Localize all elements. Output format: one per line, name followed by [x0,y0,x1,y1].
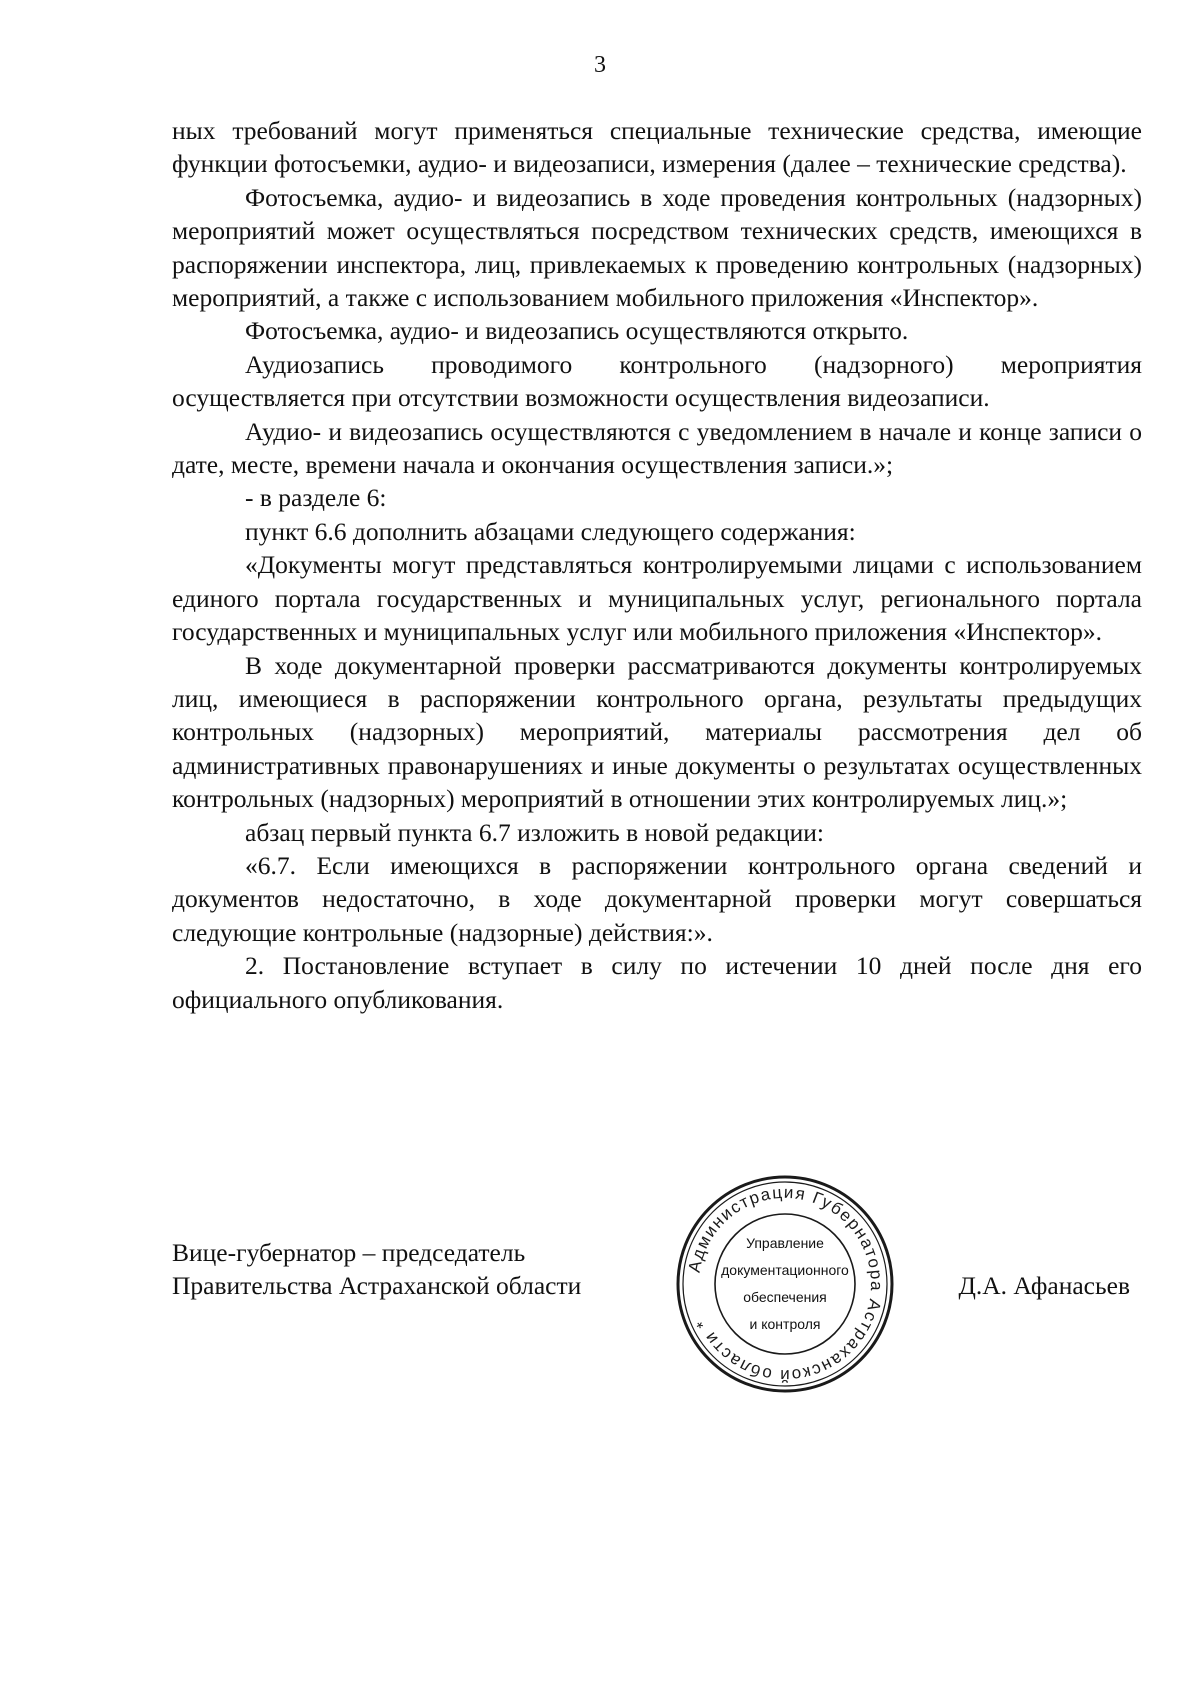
signature-block [172,1182,1152,1478]
seal-center-line-1: Управление [746,1235,824,1251]
signer-name: Д.А. Афанасьев [958,1271,1130,1300]
body-paragraph: В ходе документарной проверки рассматриваются документы контролируемых лиц, имеющиеся в распоряжении контрольного органа, результаты предыдущих контрольных (надзорных) мероприятий, материалы рассмотрения дел об административных правонарушениях и иные документы о результатах осуществленных контрольных (надзорных) мероприятий в отношении этих контролируемых лиц.»; [172,650,1142,814]
body-paragraph: Аудио- и видеозапись осуществляются с уведомлением в начале и конце записи о дате, месте, времени начала и окончания осуществления записи.»; [172,416,1142,480]
signer-title [172,1236,581,1303]
body-paragraph: Фотосъемка, аудио- и видеозапись осуществляются открыто. [245,316,909,346]
signer-title-line-1: Вице-губернатор – председатель [172,1238,526,1267]
body-paragraph: абзац первый пункта 6.7 изложить в новой редакции: [245,817,824,847]
seal-center-line-4: и контроля [749,1316,821,1332]
seal-center-text [675,1174,895,1394]
body-paragraph: пункт 6.6 дополнить абзацами следующего содержания: [245,516,856,546]
page-number: 3 [594,52,606,78]
body-paragraph: ных требований могут применяться специальные технические средства, имеющие функции фотосъемки, аудио- и видеозаписи, измерения (далее – технические средства). [172,116,1142,179]
seal-ring-text: Администрация Губернатора Астраханской области * [684,1182,887,1386]
body-paragraph: «6.7. Если имеющихся в распоряжении контрольного органа сведений и документов недостаточно, в ходе документарной проверки могут совершаться следующие контрольные (надзорные) действия:». [172,850,1142,947]
body-paragraph: - в разделе 6: [245,483,387,513]
body-paragraph: Аудиозапись проводимого контрольного (надзорного) мероприятия осуществляется при отсутствии возможности осуществления видеозаписи. [172,349,1142,413]
body-paragraph: Фотосъемка, аудио- и видеозапись в ходе проведения контрольных (надзорных) мероприятий может осуществляться посредством технических средств, имеющихся в распоряжении инспектора, лиц, привлекаемых к проведению контрольных (надзорных) мероприятий, а также с использованием мобильного приложения «Инспектор». [172,182,1142,313]
body-paragraph: «Документы могут представляться контролируемыми лицами с использованием единого портала государственных и муниципальных услуг, регионального портала государственных и муниципальных услуг или мобильного приложения «Инспектор». [172,550,1142,647]
signer-title-line-2: Правительства Астраханской области [172,1271,582,1301]
official-seal [675,1174,895,1394]
document-body [172,114,1142,1016]
body-paragraph: 2. Постановление вступает в силу по истечении 10 дней после дня его официального опубликования. [172,951,1142,1014]
seal-center-line-3: обеспечения [743,1289,827,1305]
seal-center-line-2: документационного [721,1262,849,1278]
